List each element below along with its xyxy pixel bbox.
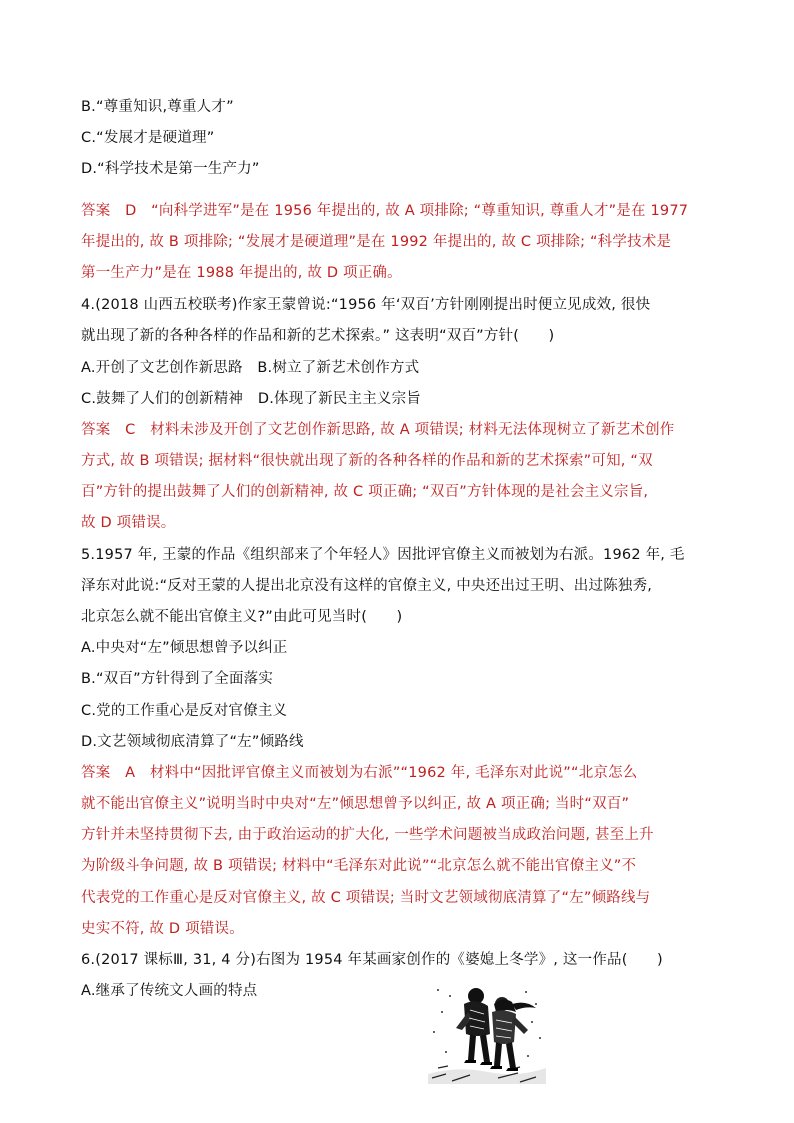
question-line: 泽东对此说:“反对王蒙的人提出北京没有这样的官僚主义, 中央还出过王明、出过陈独秀, [81,578,653,594]
answer-line: 第一生产力”是在 1988 年提出的, 故 D 项正确。 [81,265,402,281]
answer-line: 方式, 故 B 项错误; 据材料“很快就出现了新的各种各样的作品和新的艺术探索”可知, “双 [81,453,653,469]
option-line: A.开创了文艺创作新思路 B.树立了新艺术创作方式 [81,360,420,376]
option-line: C.“发展才是硬道理” [81,130,215,146]
answer-line: 答案 A 材料中“因批评官僚主义而被划为右派”“1962 年, 毛泽东对此说”“北京怎么 [81,765,638,781]
answer-line: 为阶级斗争问题, 故 B 项错误; 材料中“毛泽东对此说”“北京怎么就不能出官僚主义”不 [81,858,637,874]
option-line: B.“尊重知识,尊重人才” [81,99,234,115]
answer-line: 就不能出官僚主义”说明当时中央对“左”倾思想曾予以纠正, 故 A 项正确; 当时“双百” [81,796,630,812]
option-line: A.继承了传统文人画的特点 [81,983,258,999]
question-line: 6.(2017 课标Ⅲ, 31, 4 分)右图为 1954 年某画家创作的《婆媳上冬学》, 这一作品( ) [81,952,663,968]
question-line: 4.(2018 山西五校联考)作家王蒙曾说:“1956 年‘双百’方针刚刚提出时便立见成效, 很快 [81,297,651,313]
answer-line: 方针并未坚持贯彻下去, 由于政治运动的扩大化, 一些学术问题被当成政治问题, 甚至上升 [81,827,654,843]
answer-line: 答案 C 材料未涉及开创了文艺创作新思路, 故 A 项错误; 材料无法体现树立了新艺术创作 [81,422,675,438]
answer-line: 史实不符, 故 D 项错误。 [81,921,244,937]
option-line: D.“科学技术是第一生产力” [81,161,260,177]
option-line: B.“双百”方针得到了全面落实 [81,671,274,687]
answer-line: 代表党的工作重心是反对官僚主义, 故 C 项错误; 当时文艺领域彻底清算了“左”倾路线与 [81,890,651,906]
question-line: 北京怎么就不能出官僚主义?”由此可见当时( ) [81,609,403,625]
answer-line: 答案 D “向科学进军”是在 1956 年提出的, 故 A 项排除; “尊重知识, 尊重人才”是在 1977 [81,203,689,219]
answer-line: 年提出的, 故 B 项排除; “发展才是硬道理”是在 1992 年提出的, 故 C 项排除; “科学技术是 [81,234,672,250]
answer-line: 故 D 项错误。 [81,515,176,531]
question-line: 5.1957 年, 王蒙的作品《组织部来了个年轻人》因批评官僚主义而被划为右派。1962 年, 毛 [81,547,685,563]
question-line: 就出现了新的各种各样的作品和新的艺术探索。” 这表明“双百”方针( ) [81,328,555,344]
answer-line: 百”方针的提出鼓舞了人们的创新精神, 故 C 项正确; “双百”方针体现的是社会主义宗旨, [81,484,649,500]
woodcut-illustration-image [428,982,546,1084]
option-line: C.鼓舞了人们的创新精神 D.体现了新民主主义宗旨 [81,391,422,407]
option-line: A.中央对“左”倾思想曾予以纠正 [81,640,288,656]
option-line: C.党的工作重心是反对官僚主义 [81,703,288,719]
option-line: D.文艺领域彻底清算了“左”倾路线 [81,734,304,750]
